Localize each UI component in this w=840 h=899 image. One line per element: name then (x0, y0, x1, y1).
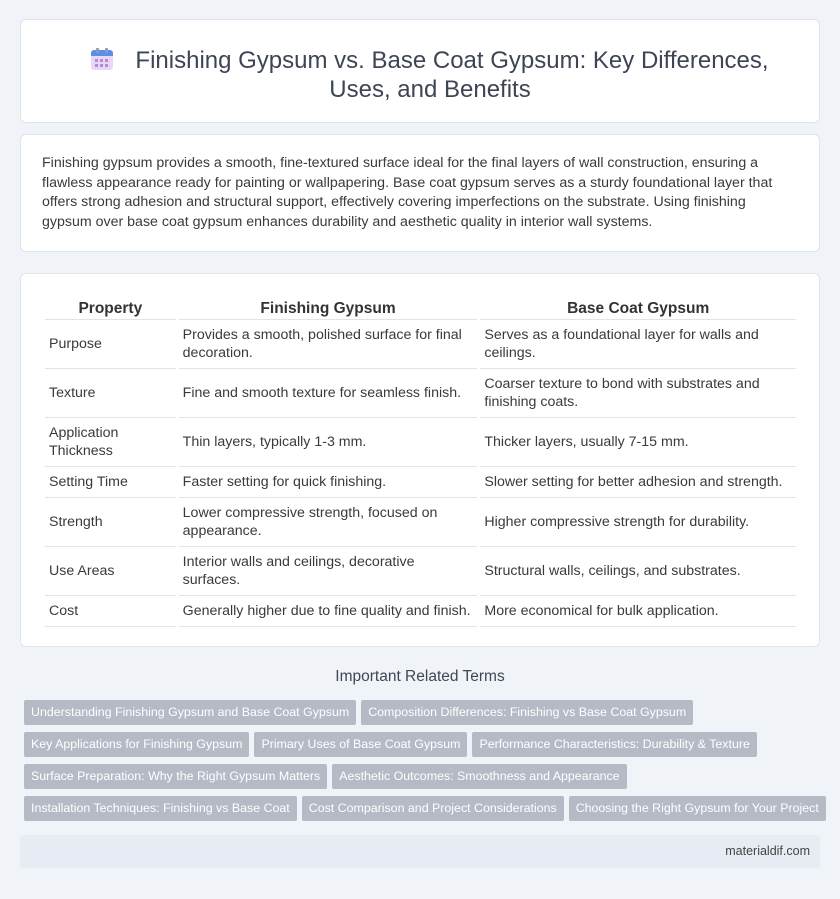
table-row (45, 418, 796, 467)
tag-row (24, 732, 824, 764)
tag-row (24, 796, 824, 828)
column-header-base-coat: Base Coat Gypsum (480, 295, 796, 320)
tag-row (24, 764, 824, 796)
related-term-tag[interactable]: Aesthetic Outcomes: Smoothness and Appearance (332, 764, 626, 789)
tag-row (24, 700, 824, 732)
table-cell-base-coat: Serves as a foundational layer for walls and ceilings. (480, 320, 796, 369)
table-header-row (45, 295, 796, 320)
table-cell-finishing: Thin layers, typically 1-3 mm. (179, 418, 478, 467)
page-title: Finishing Gypsum vs. Base Coat Gypsum: Key Differences, Uses, and Benefits (135, 47, 769, 103)
table-cell-base-coat: Higher compressive strength for durability. (480, 498, 796, 547)
table-cell-property: Cost (45, 596, 176, 627)
related-terms-heading: Important Related Terms (335, 668, 505, 685)
table-cell-property: Texture (45, 369, 176, 418)
table-cell-property: Application Thickness (45, 418, 176, 467)
related-term-tag[interactable]: Installation Techniques: Finishing vs Base Coat (24, 796, 297, 821)
footer (20, 835, 820, 868)
table-cell-base-coat: Thicker layers, usually 7-15 mm. (480, 418, 796, 467)
table-cell-base-coat: Structural walls, ceilings, and substrates. (480, 547, 796, 596)
table-cell-property: Setting Time (45, 467, 176, 498)
column-header-finishing: Finishing Gypsum (179, 295, 478, 320)
table-cell-finishing: Fine and smooth texture for seamless finish. (179, 369, 478, 418)
table-cell-property: Use Areas (45, 547, 176, 596)
related-term-tag[interactable]: Surface Preparation: Why the Right Gypsum Matters (24, 764, 327, 789)
table-row (45, 596, 796, 627)
table-cell-finishing: Lower compressive strength, focused on appearance. (179, 498, 478, 547)
related-terms-tags (24, 700, 824, 828)
page-title-container (61, 46, 799, 104)
table-cell-property: Purpose (45, 320, 176, 369)
related-term-tag[interactable]: Composition Differences: Finishing vs Base Coat Gypsum (361, 700, 693, 725)
intro-card (20, 134, 820, 252)
related-term-tag[interactable]: Primary Uses of Base Coat Gypsum (254, 732, 467, 757)
table-cell-base-coat: Coarser texture to bond with substrates and finishing coats. (480, 369, 796, 418)
table-row (45, 547, 796, 596)
table-row (45, 467, 796, 498)
table-cell-finishing: Interior walls and ceilings, decorative surfaces. (179, 547, 478, 596)
related-term-tag[interactable]: Understanding Finishing Gypsum and Base Coat Gypsum (24, 700, 356, 725)
comparison-table-card (20, 273, 820, 647)
related-term-tag[interactable]: Performance Characteristics: Durability & Texture (472, 732, 756, 757)
table-cell-finishing: Faster setting for quick finishing. (179, 467, 478, 498)
table-row (45, 498, 796, 547)
table-cell-property: Strength (45, 498, 176, 547)
table-cell-finishing: Provides a smooth, polished surface for final decoration. (179, 320, 478, 369)
table-cell-base-coat: More economical for bulk application. (480, 596, 796, 627)
header-card (20, 19, 820, 123)
table-row (45, 369, 796, 418)
calendar-icon (91, 48, 113, 70)
intro-paragraph: Finishing gypsum provides a smooth, fine-textured surface ideal for the final layers of wall construction, ensuring a flawless appearance ready for painting or wallpapering. Base coat gypsum serves as a sturdy foundational layer that offers strong adhesion and structural support, effectively covering imperfections on the substrate. Using finishing gypsum over base coat gypsum enhances durability and aesthetic quality in interior wall systems. (42, 155, 773, 230)
footer-site-link[interactable]: materialdif.com (725, 844, 810, 858)
table-cell-base-coat: Slower setting for better adhesion and strength. (480, 467, 796, 498)
related-term-tag[interactable]: Choosing the Right Gypsum for Your Project (569, 796, 826, 821)
related-term-tag[interactable]: Key Applications for Finishing Gypsum (24, 732, 249, 757)
column-header-property: Property (45, 295, 176, 320)
table-row (45, 320, 796, 369)
comparison-table (42, 295, 799, 627)
table-cell-finishing: Generally higher due to fine quality and finish. (179, 596, 478, 627)
related-term-tag[interactable]: Cost Comparison and Project Considerations (302, 796, 564, 821)
